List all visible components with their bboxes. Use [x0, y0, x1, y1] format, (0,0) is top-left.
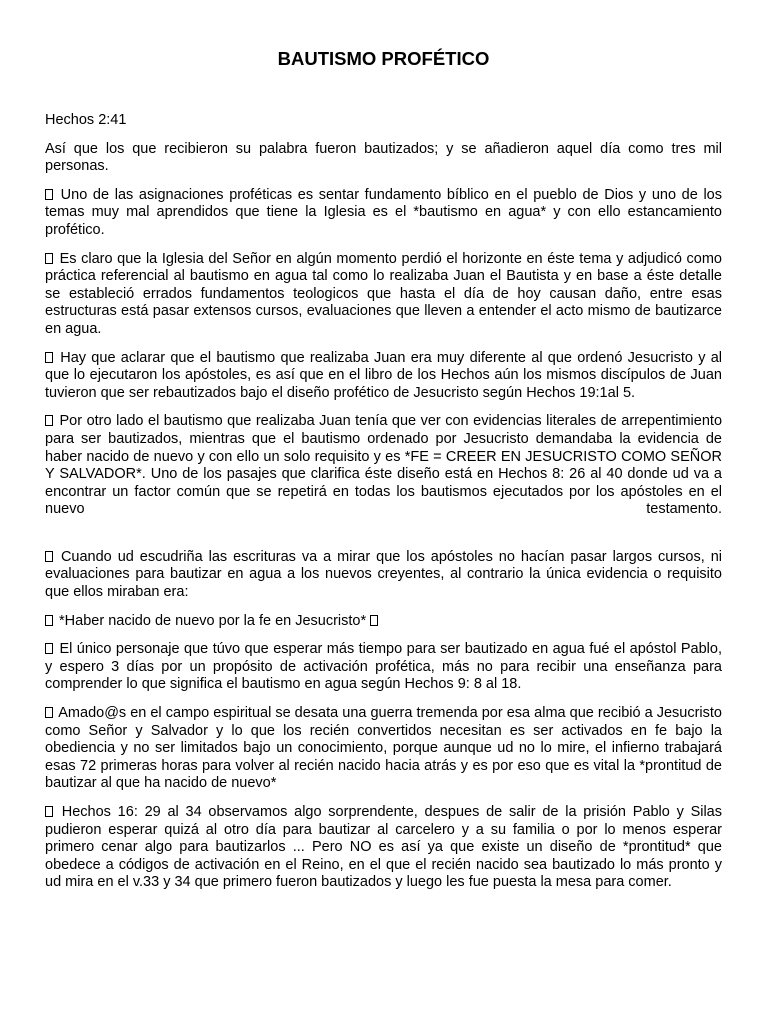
paragraph-7: *Haber nacido de nuevo por la fe en Jesucristo* [45, 613, 722, 631]
bible-reference: Hechos 2:41 [45, 112, 127, 128]
paragraph-3: Es claro que la Iglesia del Señor en algún momento perdió el horizonte en éste tema y adjudicó como práctica referencial al bautismo en agua tal como lo realizaba Juan el Bautista y en base a éste detalle se estableció errados fundamentos teologicos que hasta el día de hoy causan daño, entre esas estructuras está pasar extensos cursos, evaluaciones que lleven a entender el acto mismo de bautizarce en agua. [45, 250, 722, 337]
paragraph-2: Uno de las asignaciones proféticas es sentar fundamento bíblico en el pueblo de Dios y uno de los temas muy mal aprendidos que tiene la Iglesia es el *bautismo en agua* y con ello estancamiento profético. [45, 186, 722, 238]
missing-glyph-icon [45, 643, 53, 654]
missing-glyph-icon [45, 707, 53, 718]
paragraph-1: Así que los que recibieron su palabra fueron bautizados; y se añadieron aquel día como tres mil personas. [45, 140, 722, 175]
missing-glyph-icon [45, 806, 53, 817]
document-title: BAUTISMO PROFÉTICO [277, 48, 490, 69]
missing-glyph-icon [45, 615, 53, 626]
paragraph-8: El único personaje que túvo que esperar más tiempo para ser bautizado en agua fué el apóstol Pablo, y espero 3 días por un propósito de activación profética, más no para recibir una enseñanza para comprender lo que significa el bautismo en agua según Hechos 9: 8 al 18. [45, 641, 722, 693]
paragraph-4: Hay que aclarar que el bautismo que realizaba Juan era muy diferente al que ordenó Jesucristo y al que lo ejecutaron los apóstoles, es así que en el libro de los Hechos aún los mismos discípulos de Juan tuvieron que ser rebautizados bajo el diseño profético de Jesucristo según Hechos 19:1al 5. [45, 349, 722, 401]
missing-glyph-icon [45, 253, 53, 264]
paragraph-6: Cuando ud escudriña las escrituras va a mirar que los apóstoles no hacían pasar largos cursos, ni evaluaciones para bautizar en agua a los nuevos creyentes, al contrario la única evidencia o requisito que ellos miraban era: [45, 548, 722, 601]
missing-glyph-icon [45, 352, 53, 363]
missing-glyph-icon [45, 189, 53, 200]
paragraph-9: Amado@s en el campo espiritual se desata una guerra tremenda por esa alma que recibió a Jesucristo como Señor y Salvador y lo que los recién convertidos necesitan es ser activados en fe bajo la obediencia y no ser limitados bajo un conocimiento, porque aunque ud no lo mire, el infierno trabajará esas 72 primeras horas para volver al recién nacido hacia atrás y es por eso que es vital la *prontitud de bautizar al que ha nacido de nuevo* [45, 705, 722, 792]
missing-glyph-icon [370, 615, 378, 626]
missing-glyph-icon [45, 415, 53, 426]
paragraph-10: Hechos 16: 29 al 34 observamos algo sorprendente, despues de salir de la prisión Pablo y Silas pudieron esperar quizá al otro día para bautizar al carcelero y a su familia o por lo menos esperar primero cenar algo para bautizarlos ... Pero NO es así ya que existe un diseño de *prontitud* que obedece a códigos de activación en el Reino, en el que el recién nacido sea bautizado lo más pronto y ud mira en el v.33 y 34 que primero fueron bautizados y luego les fue puesta la mesa para comer. [45, 804, 723, 891]
document-page [45, 0, 722, 892]
paragraph-5: Por otro lado el bautismo que realizaba Juan tenía que ver con evidencias literales de arrepentimiento para ser bautizados, mientras que el bautismo ordenado por Jesucristo demandaba la evidencia de haber nacido de nuevo y con ello un solo requisito y es *FE = CREER EN JESUCRISTO COMO SEÑOR Y SALVADOR*. Uno de los pasajes que clarifica éste diseño está en Hechos 8: 26 al 40 donde ud va a encontrar un factor común que se repetirá en todas los bautismos ejecutados por los apóstoles en el nuevo testamento. [45, 413, 723, 518]
missing-glyph-icon [45, 551, 53, 562]
